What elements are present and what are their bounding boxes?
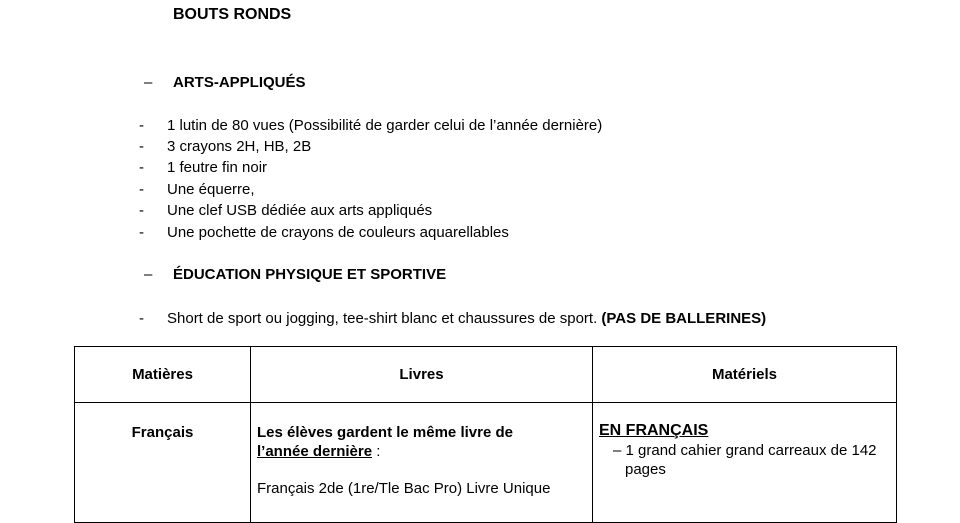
arts-item-4: Une équerre, [167,181,255,198]
books-cut-line: Français 2de (1re/Tle Bac Pro) Livre Unique [257,480,551,497]
header-materials: Matériels [593,347,897,403]
arts-item-1: 1 lutin de 80 vues (Possibilité de garder celui de l’année dernière) [167,117,603,134]
arts-bullet: - [139,159,144,176]
materials-item-dash: – [613,442,622,459]
table-header-row [75,347,897,403]
eps-section-dash: – [144,266,153,283]
arts-item-6: Une pochette de crayons de couleurs aquarellables [167,224,509,241]
materials-heading: EN FRANÇAIS [599,422,709,439]
arts-bullet: - [139,224,144,241]
header-subjects: Matières [75,347,251,403]
eps-item-text: Short de sport ou jogging, tee-shirt blanc et chaussures de sport. [167,310,598,327]
eps-bullet: - [139,310,144,327]
books-cell [251,403,593,523]
top-trailing-title: BOUTS RONDS [173,6,292,23]
books-line-1: Les élèves gardent le même livre de [257,424,513,441]
subject-cell: Français [75,403,251,523]
eps-section-title: ÉDUCATION PHYSIQUE ET SPORTIVE [173,266,447,283]
materials-item-text: 1 grand cahier grand carreaux de 142 pages [625,442,877,478]
arts-bullet: - [139,117,144,134]
arts-bullet: - [139,202,144,219]
arts-section-dash: – [144,74,153,91]
arts-item-2: 3 crayons 2H, HB, 2B [167,138,312,155]
table-row [75,403,897,523]
materials-cell [593,403,897,523]
header-books: Livres [251,347,593,403]
arts-item-3: 1 feutre fin noir [167,159,268,176]
supplies-table [74,346,897,523]
books-underlined: l’année dernière [257,443,373,460]
arts-item-5: Une clef USB dédiée aux arts appliqués [167,202,433,219]
arts-bullet: - [139,181,144,198]
arts-section-title: ARTS-APPLIQUÉS [173,74,306,91]
arts-bullet: - [139,138,144,155]
books-line-2 [257,442,586,461]
eps-item-bold: (PAS DE BALLERINES) [601,310,767,327]
eps-item [167,310,766,327]
books-colon: : [372,443,381,460]
materials-item [599,441,890,479]
